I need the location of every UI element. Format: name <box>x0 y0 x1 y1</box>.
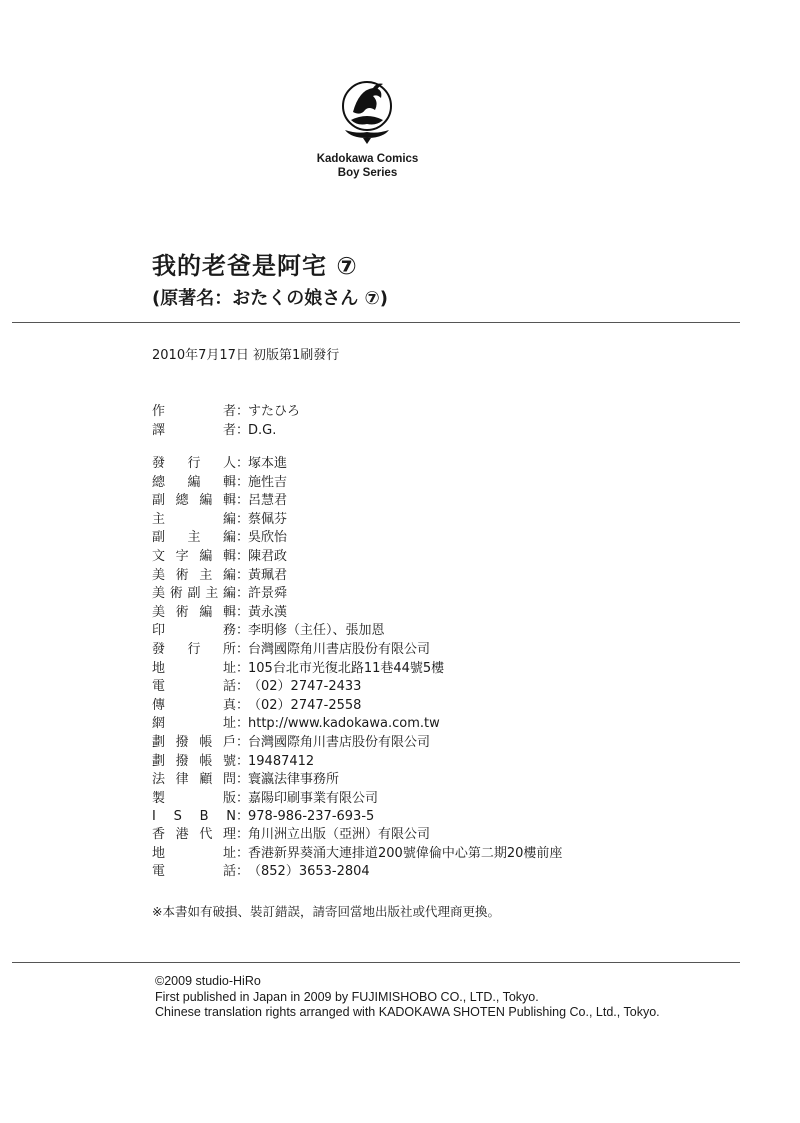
credit-label: 印 務 <box>152 623 236 639</box>
credit-colon: ： <box>236 660 250 676</box>
damage-notice: ※本書如有破損、裝訂錯誤，請寄回當地出版社或代理商更換。 <box>152 904 500 919</box>
credit-value: 李明修（主任）、張加恩 <box>248 623 385 639</box>
credit-label: 地 址 <box>152 845 236 861</box>
credit-row <box>152 585 712 604</box>
credit-colon: ： <box>236 586 250 602</box>
credit-row <box>152 734 712 753</box>
copyright-block <box>155 974 660 1021</box>
credit-value: 嘉陽印刷事業有限公司 <box>248 790 379 806</box>
credit-row <box>152 771 712 790</box>
credit-row <box>152 808 712 827</box>
credit-value: 黃珮君 <box>248 567 288 583</box>
credit-row <box>152 753 712 772</box>
credit-label: 製 版 <box>152 790 236 806</box>
credit-label: 法 律 顧 問 <box>152 772 236 788</box>
credit-value: 105台北市光復北路11巷44號5樓 <box>248 660 445 676</box>
credit-label: 傳 真 <box>152 697 236 713</box>
credit-row <box>152 422 712 441</box>
divider-bottom <box>12 962 740 963</box>
credit-value: （852）3653-2804 <box>248 864 370 880</box>
credit-row <box>152 660 712 679</box>
credit-row <box>152 529 712 548</box>
credit-colon: ： <box>236 716 250 732</box>
credit-row <box>152 622 712 641</box>
credit-row <box>152 567 712 586</box>
credit-colon: ： <box>236 456 250 471</box>
phoenix-emblem-icon <box>333 76 401 146</box>
credit-value: 978-986-237-693-5 <box>248 809 375 825</box>
credit-label: 電 話 <box>152 864 236 880</box>
credit-row <box>152 678 712 697</box>
credit-label: 香 港 代 理 <box>152 827 236 842</box>
credit-colon: ： <box>236 697 250 713</box>
credit-value: 19487412 <box>248 753 315 769</box>
credit-value: 黃永漢 <box>248 604 288 620</box>
credit-value: すたひろ <box>248 404 301 419</box>
credit-colon: ： <box>236 772 250 788</box>
credit-colon: ： <box>236 548 250 564</box>
credit-label: 劃 撥 帳 戶 <box>152 734 236 750</box>
credit-colon: ： <box>236 845 250 861</box>
edition-date: 2010年7月17日 初版第1刷發行 <box>152 348 340 363</box>
credit-label: 網 址 <box>152 716 236 732</box>
credit-colon: ： <box>236 493 250 509</box>
credit-colon: ： <box>236 753 250 769</box>
credit-label: 劃 撥 帳 號 <box>152 753 236 769</box>
credit-label: 作 者 <box>152 404 236 419</box>
credit-colon: ： <box>236 623 250 639</box>
credit-value: 香港新界葵涌大連排道200號偉倫中心第二期20樓前座 <box>248 845 563 861</box>
credit-value: 角川洲立出版（亞洲）有限公司 <box>248 827 431 842</box>
credit-colon: ： <box>236 734 250 750</box>
hongkong-agent-credits <box>152 826 712 882</box>
credit-value: D.G. <box>248 422 277 438</box>
credit-colon: ： <box>236 641 250 657</box>
credit-value: （02）2747-2558 <box>248 697 362 713</box>
credit-colon: ： <box>236 404 250 419</box>
credit-colon: ： <box>236 827 250 842</box>
credit-row <box>152 697 712 716</box>
credit-colon: ： <box>236 679 250 695</box>
credit-label: 副 總 編 輯 <box>152 493 236 509</box>
credit-label: 美 術 副 主 編 <box>152 586 236 602</box>
credit-value: 陳君政 <box>248 548 288 564</box>
credit-row <box>152 863 712 882</box>
credit-row <box>152 455 712 474</box>
credit-value: http://www.kadokawa.com.tw <box>248 716 440 732</box>
credit-row <box>152 826 712 845</box>
credit-value: 許景舜 <box>248 586 288 602</box>
credit-colon: ： <box>236 511 250 527</box>
credit-row <box>152 403 712 422</box>
publication-line: First published in Japan in 2009 by FUJIMISHOBO CO., LTD., Tokyo. <box>155 989 539 1004</box>
credit-colon: ： <box>236 422 250 438</box>
credit-row <box>152 548 712 567</box>
translation-rights-line: Chinese translation rights arranged with KADOKAWA SHOTEN Publishing Co., Ltd., Tokyo. <box>155 1005 660 1019</box>
author-credits <box>152 403 712 440</box>
credit-colon: ： <box>236 864 250 880</box>
credit-row <box>152 474 712 493</box>
credit-label: 總 編 輯 <box>152 474 236 490</box>
credit-colon: ： <box>236 604 250 620</box>
credit-label: 電 話 <box>152 679 236 695</box>
credit-value: 呂慧君 <box>248 493 288 509</box>
credit-value: 塚本進 <box>248 456 288 471</box>
credit-label: 美 術 編 輯 <box>152 604 236 620</box>
credit-label: 發 行 人 <box>152 456 236 471</box>
credit-label: 地 址 <box>152 660 236 676</box>
credit-label: 美 術 主 編 <box>152 567 236 583</box>
credit-label: 文 字 編 輯 <box>152 548 236 564</box>
credit-row <box>152 845 712 864</box>
staff-credits <box>152 455 712 827</box>
credit-row <box>152 604 712 623</box>
credit-row <box>152 790 712 809</box>
book-title: 我的老爸是阿宅 ⑦ <box>152 252 358 280</box>
credit-colon: ： <box>236 530 250 546</box>
credit-value: 台灣國際角川書店股份有限公司 <box>248 734 431 750</box>
copyright-line: ©2009 studio-HiRo <box>155 974 261 988</box>
credit-colon: ： <box>236 567 250 583</box>
imprint-line-2: Boy Series <box>337 167 398 179</box>
imprint-line-1: Kadokawa Comics <box>316 153 419 165</box>
credit-value: 台灣國際角川書店股份有限公司 <box>248 641 431 657</box>
credit-value: 吳欣怡 <box>248 530 288 546</box>
book-original-title: (原著名：おたくの娘さん ⑦) <box>152 288 388 309</box>
credit-label: 主 編 <box>152 511 236 527</box>
credit-row <box>152 715 712 734</box>
credit-row <box>152 511 712 530</box>
credit-label: I S B N <box>152 809 236 825</box>
divider-top <box>12 322 740 323</box>
credit-row <box>152 641 712 660</box>
credit-colon: ： <box>236 809 250 825</box>
credit-colon: ： <box>236 790 250 806</box>
credit-label: 譯 者 <box>152 422 236 438</box>
credit-value: （02）2747-2433 <box>248 679 362 695</box>
credit-value: 寰瀛法律事務所 <box>248 772 340 788</box>
credit-label: 發 行 所 <box>152 641 236 657</box>
credit-row <box>152 492 712 511</box>
credit-value: 施性吉 <box>248 474 288 490</box>
credit-label: 副 主 編 <box>152 530 236 546</box>
credit-value: 蔡佩芬 <box>248 511 288 527</box>
credit-colon: ： <box>236 474 250 490</box>
